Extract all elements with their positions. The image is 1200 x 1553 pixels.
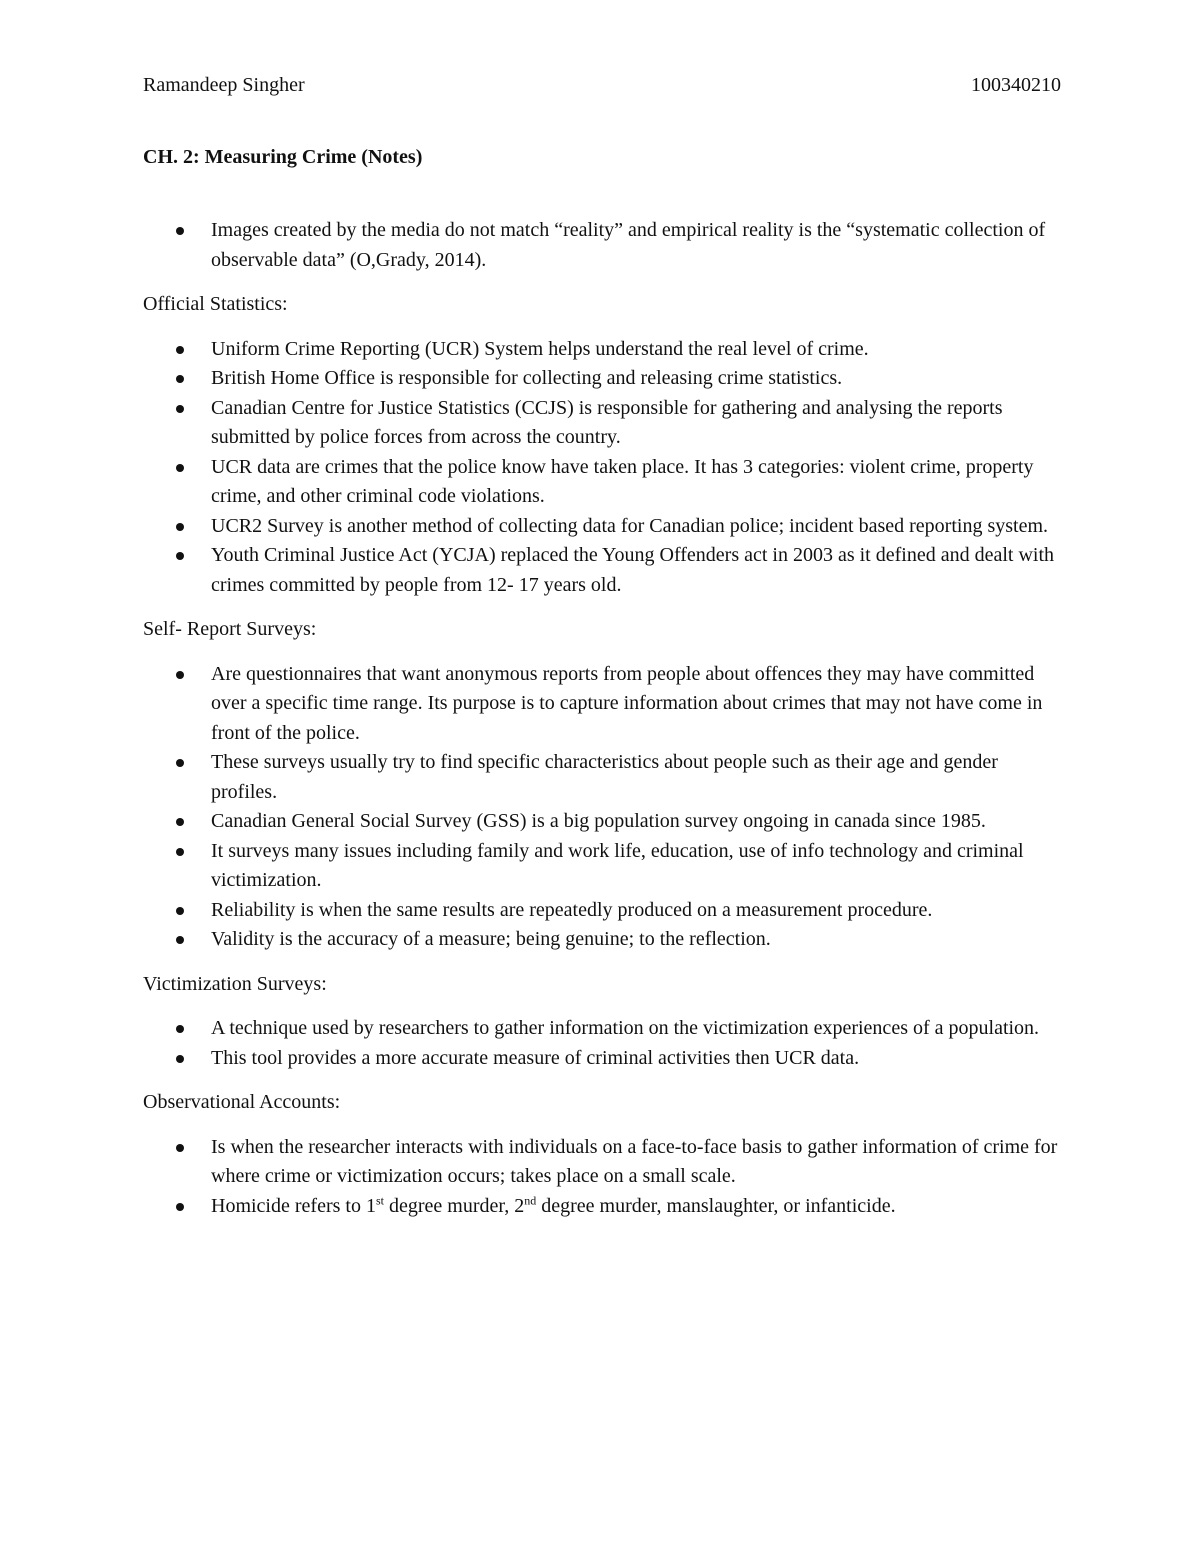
victimization-list — [143, 1014, 1068, 1073]
bullet-icon — [176, 1025, 184, 1033]
list-item: Uniform Crime Reporting (UCR) System helps understand the real level of crime. — [143, 335, 1068, 365]
section-heading-self-report: Self- Report Surveys: — [143, 618, 317, 640]
list-item: Validity is the accuracy of a measure; being genuine; to the reflection. — [143, 925, 1068, 955]
list-item: Reliability is when the same results are repeatedly produced on a measurement procedure. — [143, 896, 1068, 926]
bullet-icon — [176, 552, 184, 560]
list-item: Youth Criminal Justice Act (YCJA) replaced the Young Offenders act in 2003 as it defined and dealt with crimes committed by people from 12- 17 years old. — [143, 541, 1068, 600]
bullet-icon — [176, 936, 184, 944]
bullet-icon — [176, 759, 184, 767]
document-body — [143, 143, 1068, 1221]
bullet-icon — [176, 1144, 184, 1152]
list-item: These surveys usually try to find specific characteristics about people such as their age and gender profiles. — [143, 748, 1068, 807]
self-report-list — [143, 660, 1068, 955]
document-title: CH. 2: Measuring Crime (Notes) — [143, 146, 423, 168]
bullet-icon — [176, 346, 184, 354]
section-heading-observational: Observational Accounts: — [143, 1091, 341, 1113]
list-item: UCR data are crimes that the police know have taken place. It has 3 categories: violent crime, property crime, and other criminal code violations. — [143, 453, 1068, 512]
list-item: Are questionnaires that want anonymous reports from people about offences they may have committed over a specific time range. Its purpose is to capture information about crimes that may not have come in front of the police. — [143, 660, 1068, 749]
list-item: Canadian General Social Survey (GSS) is a big population survey ongoing in canada since 1985. — [143, 807, 1068, 837]
section-heading-official: Official Statistics: — [143, 293, 288, 315]
list-item: It surveys many issues including family and work life, education, use of info technology and criminal victimization. — [143, 837, 1068, 896]
list-item-homicide: Homicide refers to 1st degree murder, 2nd degree murder, manslaughter, or infanticide. — [143, 1192, 1068, 1222]
list-item: A technique used by researchers to gather information on the victimization experiences of a population. — [143, 1014, 1068, 1044]
official-list — [143, 335, 1068, 601]
list-item: Canadian Centre for Justice Statistics (CCJS) is responsible for gathering and analysing the reports submitted by police forces from across the country. — [143, 394, 1068, 453]
bullet-icon — [176, 375, 184, 383]
list-item: UCR2 Survey is another method of collecting data for Canadian police; incident based reporting system. — [143, 512, 1068, 542]
bullet-icon — [176, 523, 184, 531]
bullet-icon — [176, 848, 184, 856]
list-item: This tool provides a more accurate measure of criminal activities then UCR data. — [143, 1044, 1068, 1074]
author-name: Ramandeep Singher — [143, 74, 305, 96]
student-id: 100340210 — [971, 74, 1061, 96]
observational-list — [143, 1133, 1068, 1222]
bullet-icon — [176, 405, 184, 413]
list-item: British Home Office is responsible for collecting and releasing crime statistics. — [143, 364, 1068, 394]
list-item: Is when the researcher interacts with individuals on a face-to-face basis to gather information of crime for where crime or victimization occurs; takes place on a small scale. — [143, 1133, 1068, 1192]
list-item: Images created by the media do not match “reality” and empirical reality is the “systematic collection of observable data” (O,Grady, 2014). — [143, 216, 1068, 275]
bullet-icon — [176, 464, 184, 472]
bullet-icon — [176, 671, 184, 679]
section-heading-victimization: Victimization Surveys: — [143, 972, 327, 995]
bullet-icon — [176, 227, 184, 235]
bullet-icon — [176, 1055, 184, 1063]
bullet-icon — [176, 1203, 184, 1211]
intro-list — [143, 216, 1068, 275]
bullet-icon — [176, 818, 184, 826]
bullet-icon — [176, 907, 184, 915]
